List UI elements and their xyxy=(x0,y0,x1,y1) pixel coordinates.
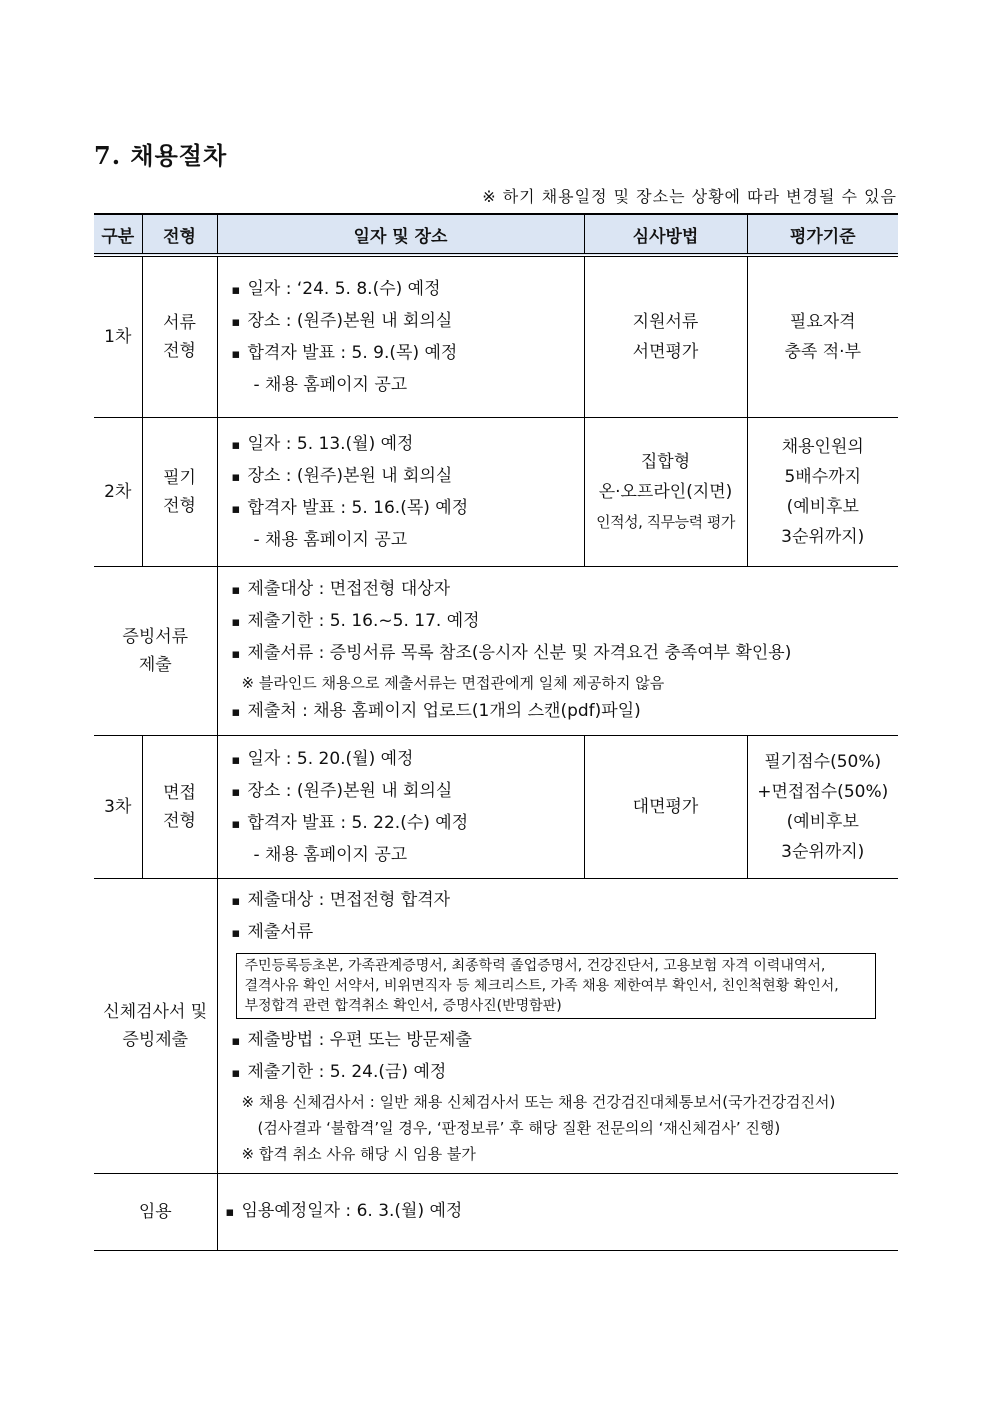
table-header-row xyxy=(94,214,898,255)
box-line: 결격사유 확인 서약서, 비위면직자 등 체크리스트, 가족 채용 제한여부 확인서, 친인척현황 확인서, xyxy=(244,977,839,994)
type-line: 면접 xyxy=(163,782,196,803)
criteria-cell xyxy=(747,255,898,417)
header-date-place: 일자 및 장소 xyxy=(217,214,584,255)
type-line: 전형 xyxy=(163,340,196,361)
box-line: 주민등록등초본, 가족관계증명서, 최종학력 졸업증명서, 건강진단서, 고용보험 자격 이력내역서, xyxy=(244,957,826,974)
criteria-line: (예비후보 xyxy=(786,496,859,517)
list-item: ▪ 제출대상 : 면접전형 합격자 xyxy=(232,885,899,917)
list-item: ▪ 제출대상 : 면접전형 대상자 xyxy=(232,574,899,606)
criteria-line: 3순위까지) xyxy=(781,526,865,547)
label-cell: 임용 xyxy=(94,1173,217,1250)
list-item: ▪ 제출서류 xyxy=(232,917,899,949)
criteria-cell xyxy=(747,735,898,878)
method-line: 집합형 xyxy=(640,451,691,472)
date-place-cell xyxy=(217,735,584,878)
table-row xyxy=(94,1173,898,1250)
type-cell xyxy=(142,735,217,878)
criteria-line: 채용인원의 xyxy=(781,436,864,457)
header-type: 전형 xyxy=(142,214,217,255)
date-place-cell xyxy=(217,417,584,566)
method-cell xyxy=(584,255,747,417)
criteria-line: +면접점수(50%) xyxy=(757,781,889,802)
sub-item: - 채용 홈페이지 공고 xyxy=(253,844,408,865)
recruitment-procedure-table xyxy=(94,213,898,1251)
method-cell xyxy=(584,735,747,878)
header-category: 구분 xyxy=(94,214,142,255)
sub-item: - 채용 홈페이지 공고 xyxy=(253,374,408,395)
content-cell xyxy=(217,566,898,735)
criteria-line: 5배수까지 xyxy=(784,466,861,487)
label-line: 제출 xyxy=(138,654,172,675)
label-cell xyxy=(94,878,217,1173)
table-row xyxy=(94,417,898,566)
method-line: 대면평가 xyxy=(632,796,699,817)
method-line: 지원서류 xyxy=(632,311,699,332)
list-item: ▪ 장소 : (원주)본원 내 회의실 xyxy=(232,461,584,493)
criteria-cell xyxy=(747,417,898,566)
list-item: ▪ 장소 : (원주)본원 내 회의실 xyxy=(232,776,584,808)
document-list-box xyxy=(236,953,877,1019)
list-item: ▪ 임용예정일자 : 6. 3.(월) 예정 xyxy=(226,1196,899,1228)
criteria-line: 필요자격 xyxy=(789,311,856,332)
list-item: ▪ 합격자 발표 : 5. 22.(수) 예정 xyxy=(232,808,584,840)
table-row xyxy=(94,255,898,417)
table-row xyxy=(94,566,898,735)
table-row xyxy=(94,878,898,1173)
content-cell xyxy=(217,1173,898,1250)
list-item: ▪ 일자 : 5. 13.(월) 예정 xyxy=(232,429,584,461)
header-method: 심사방법 xyxy=(584,214,747,255)
date-place-cell xyxy=(217,255,584,417)
method-line: 인적성, 직무능력 평가 xyxy=(596,512,735,531)
list-item: ▪ 제출서류 : 증빙서류 목록 참조(응시자 신분 및 자격요건 충족여부 확인용) xyxy=(232,638,899,670)
criteria-line: 필기점수(50%) xyxy=(764,751,882,772)
stage-cell: 2차 xyxy=(94,417,142,566)
section-title: 7. 채용절차 xyxy=(94,141,228,170)
criteria-line: (예비후보 xyxy=(786,811,859,832)
criteria-line: 충족 적·부 xyxy=(784,341,861,362)
list-item: ▪ 장소 : (원주)본원 내 회의실 xyxy=(232,306,584,338)
list-item: ▪ 제출기한 : 5. 24.(금) 예정 xyxy=(232,1057,899,1089)
stage-cell: 3차 xyxy=(94,735,142,878)
note-item: ※ 블라인드 채용으로 제출서류는 면접관에게 일체 제공하지 않음 xyxy=(241,673,665,692)
list-item: ▪ 제출방법 : 우편 또는 방문제출 xyxy=(232,1025,899,1057)
type-line: 전형 xyxy=(163,495,196,516)
type-line: 전형 xyxy=(163,810,196,831)
list-item: ▪ 제출처 : 채용 홈페이지 업로드(1개의 스캔(pdf)파일) xyxy=(232,696,899,728)
type-cell xyxy=(142,255,217,417)
label-line: 증빙제출 xyxy=(122,1029,189,1050)
type-cell xyxy=(142,417,217,566)
list-item: ▪ 제출기한 : 5. 16.~5. 17. 예정 xyxy=(232,606,899,638)
list-item: ▪ 일자 : ‘24. 5. 8.(수) 예정 xyxy=(232,274,584,306)
box-line: 부정합격 관련 합격취소 확인서, 증명사진(반명함판) xyxy=(244,997,562,1014)
note-item: (검사결과 ‘불합격’일 경우, ‘판정보류’ 후 해당 질환 전문의의 ‘재신체검사’ 진행) xyxy=(257,1118,781,1137)
list-item: ▪ 합격자 발표 : 5. 16.(목) 예정 xyxy=(232,493,584,525)
method-line: 온·오프라인(지면) xyxy=(598,481,733,502)
label-line: 증빙서류 xyxy=(122,626,189,647)
criteria-line: 3순위까지) xyxy=(781,841,865,862)
stage-cell: 1차 xyxy=(94,255,142,417)
note-item: ※ 채용 신체검사서 : 일반 채용 신체검사서 또는 채용 건강검진대체통보서(국가건강검진서) xyxy=(241,1092,836,1111)
type-line: 서류 xyxy=(163,312,196,333)
note-item: ※ 합격 취소 사유 해당 시 임용 불가 xyxy=(241,1144,476,1163)
list-item: ▪ 합격자 발표 : 5. 9.(목) 예정 xyxy=(232,338,584,370)
sub-item: - 채용 홈페이지 공고 xyxy=(253,529,408,550)
schedule-note: ※ 하기 채용일정 및 장소는 상황에 따라 변경될 수 있음 xyxy=(482,187,897,206)
label-line: 신체검사서 및 xyxy=(103,1001,208,1022)
label-cell xyxy=(94,566,217,735)
content-cell xyxy=(217,878,898,1173)
method-cell xyxy=(584,417,747,566)
method-line: 서면평가 xyxy=(632,341,699,362)
type-line: 필기 xyxy=(163,467,196,488)
header-criteria: 평가기준 xyxy=(747,214,898,255)
list-item: ▪ 일자 : 5. 20.(월) 예정 xyxy=(232,744,584,776)
table-row xyxy=(94,735,898,878)
